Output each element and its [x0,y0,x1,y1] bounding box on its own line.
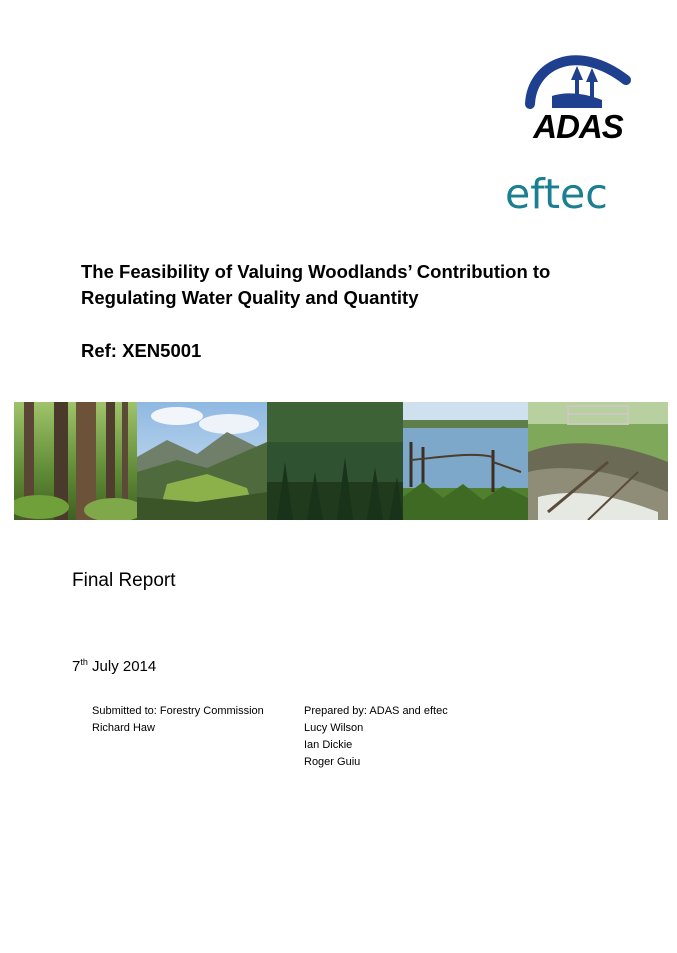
report-title: The Feasibility of Valuing Woodlands’ Contribution to Regulating Water Quality and Quantity [81,261,551,308]
submitted-block [92,703,264,737]
forest-trunks-photo [14,402,137,520]
prepared-by: Prepared by: ADAS and eftec [304,705,448,717]
conifer-forest-photo [267,402,403,520]
mountain-valley-photo [137,402,267,520]
adas-logo-text: ADAS [533,108,623,145]
report-ref: Ref: XEN5001 [81,340,202,361]
conifer-icon [267,402,403,520]
stream-gate-photo [528,402,668,520]
date-suffix: th [80,657,88,667]
report-date [72,652,156,677]
photo-strip [14,402,668,520]
author-name: Ian Dickie [304,739,353,751]
adas-arc-icon [522,46,634,110]
author-name: Lucy Wilson [304,722,364,734]
forest-icon [14,402,137,520]
author-name: Roger Guiu [304,756,361,768]
date-day: 7 [72,658,81,675]
date-rest: July 2014 [87,658,157,675]
prepared-block [304,703,448,771]
lake-fence-photo [403,402,528,520]
submitted-contact: Richard Haw [92,722,155,734]
stream-icon [528,402,668,520]
lake-icon [403,402,528,520]
valley-icon [137,402,267,520]
report-subtitle: Final Report [72,570,176,591]
eftec-logo: eftec [505,170,608,218]
submitted-to: Submitted to: Forestry Commission [92,705,264,717]
adas-logo [522,46,634,146]
